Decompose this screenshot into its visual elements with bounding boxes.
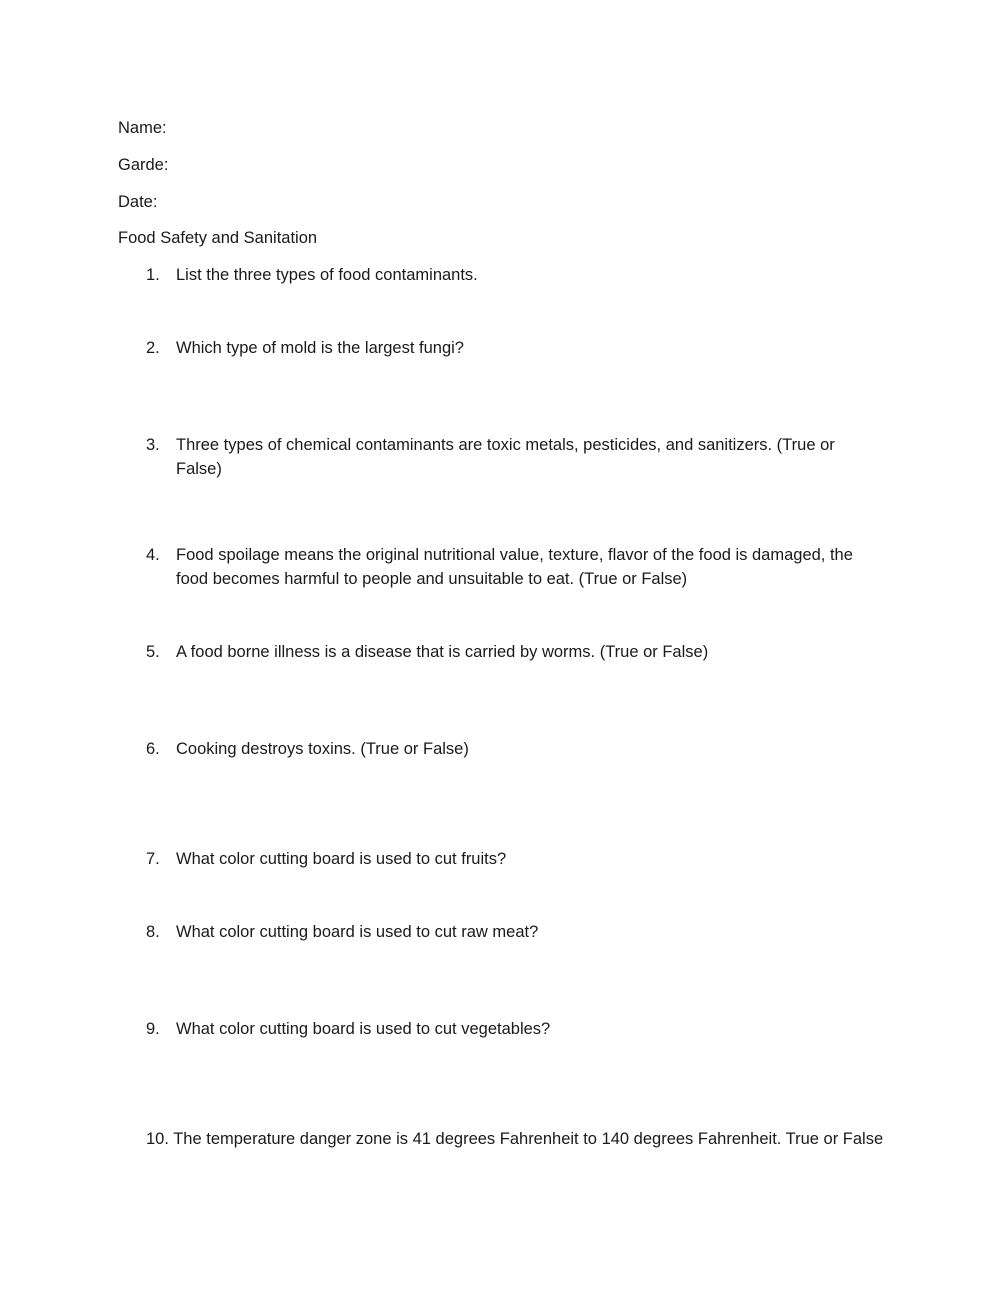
- question-text: Three types of chemical contaminants are toxic metals, pesticides, and sanitizers. (True or False): [176, 436, 835, 478]
- question-text: Which type of mold is the largest fungi?: [176, 339, 464, 357]
- question-text: What color cutting board is used to cut vegetables?: [176, 1020, 551, 1038]
- worksheet-title: Food Safety and Sanitation: [118, 229, 318, 247]
- question-number: 9.: [146, 1020, 160, 1038]
- question-number: 5.: [146, 643, 160, 661]
- question-text: Cooking destroys toxins. (True or False): [176, 740, 469, 758]
- question-number: 3.: [146, 436, 160, 454]
- question-text: 10. The temperature danger zone is 41 degrees Fahrenheit to 140 degrees Fahrenheit. True or False: [146, 1130, 884, 1148]
- question-text: Food spoilage means the original nutritional value, texture, flavor of the food is damaged, the food becomes harmful to people and unsuitable to eat. (True or False): [176, 546, 853, 588]
- question-number: 1.: [146, 266, 160, 284]
- question-number: 6.: [146, 740, 160, 758]
- question-number: 2.: [146, 339, 160, 357]
- question-text: What color cutting board is used to cut raw meat?: [176, 923, 539, 941]
- question-number: 4.: [146, 546, 160, 564]
- date-label: Date:: [118, 193, 158, 211]
- question-text: What color cutting board is used to cut fruits?: [176, 850, 507, 868]
- name-label: Name:: [118, 119, 167, 137]
- grade-label: Garde:: [118, 156, 169, 174]
- question-number: 7.: [146, 850, 160, 868]
- question-number: 8.: [146, 923, 160, 941]
- question-text: List the three types of food contaminants.: [176, 266, 478, 284]
- question-text: A food borne illness is a disease that is carried by worms. (True or False): [176, 643, 709, 661]
